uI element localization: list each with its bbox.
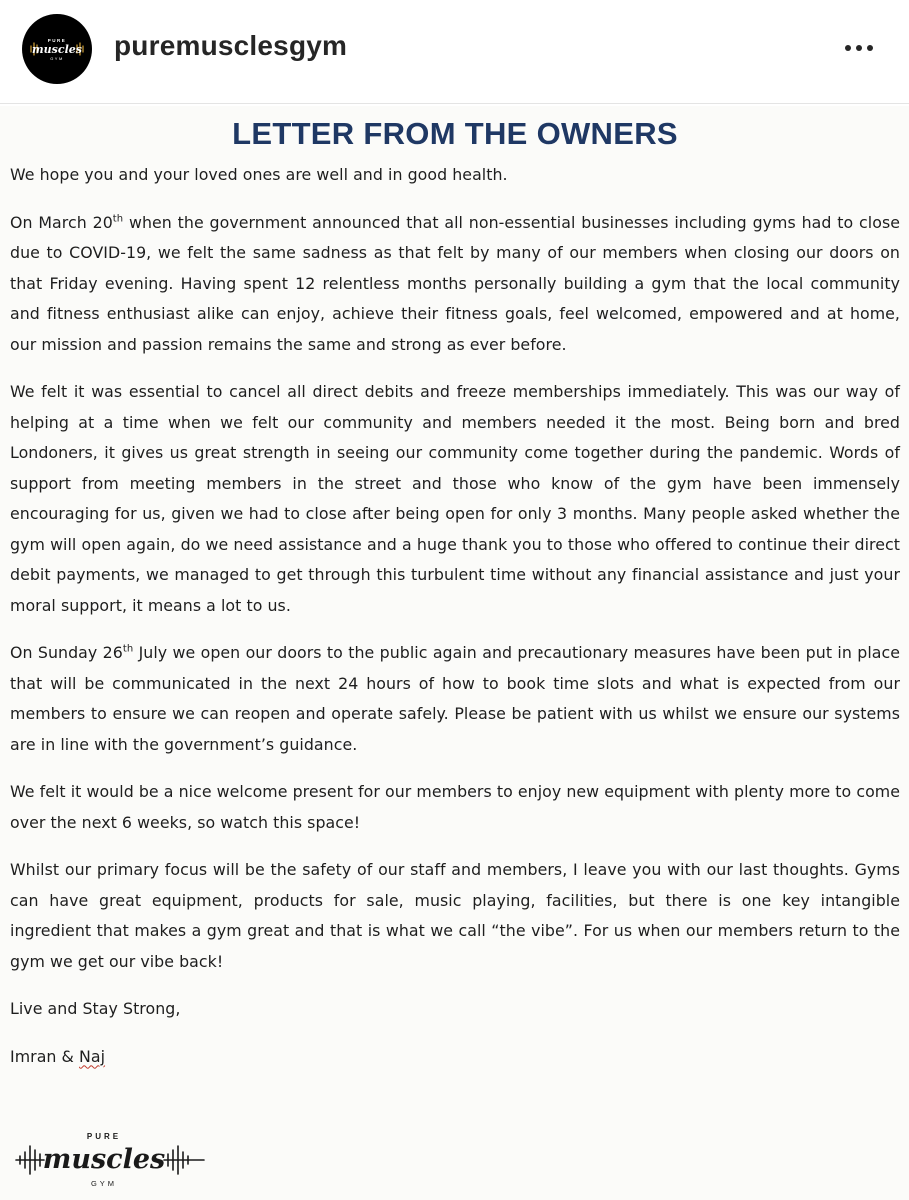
more-horizontal-icon-dot — [867, 45, 873, 51]
paragraph-equipment-text: We felt it would be a nice welcome present for our members to enjoy new equipment with plenty more to come over the next 6 weeks, so watch this space! — [10, 782, 900, 832]
paragraph-reopening-text-start: On Sunday 26 — [10, 643, 123, 662]
svg-text:GYM: GYM — [50, 56, 64, 61]
more-options-button[interactable] — [839, 30, 879, 66]
profile-username[interactable]: puremusclesgym — [114, 30, 348, 61]
more-horizontal-icon-dot — [856, 45, 862, 51]
pure-muscles-gym-logo — [14, 1122, 214, 1194]
paragraph-greeting-text: We hope you and your loved ones are well and in good health. — [10, 165, 508, 184]
signature-names — [10, 1042, 900, 1073]
post-image-letter — [0, 106, 909, 1200]
signature-name-second: Naj — [79, 1046, 106, 1066]
svg-text:PURE: PURE — [47, 38, 67, 43]
logo-word-pure: PURE — [86, 1132, 122, 1141]
paragraph-support-text: We felt it was essential to cancel all direct debits and freeze memberships immediately. This was our way of helping at a time when we felt our community and members needed it the most. Being born and bred Londoners, it gives us great strength in seeing our community come together during the pandemic. Words of support from meeting members in the street and those who know of the gym have been immensely encouraging for us, given we had to close after being open for only 3 months. Many people asked whether the gym will open again, do we need assistance and a huge thank you to those who offered to continue their direct debit payments, we managed to get through this turbulent time without any financial assistance and just your moral support, it means a lot to us. — [10, 382, 900, 615]
letter-title: LETTER FROM THE OWNERS — [232, 116, 678, 151]
signature-names-wrapper — [10, 1042, 105, 1073]
paragraph-support — [10, 377, 900, 621]
paragraph-greeting — [10, 160, 900, 191]
pure-muscles-logo-icon — [22, 14, 92, 84]
paragraph-closure-text-rest: when the government announced that all non-essential businesses including gyms had to close due to COVID-19, we felt the same sadness as that felt by many of our members when closing our doors on that Friday evening. Having spent 12 relentless months personally building a gym that the local community and fitness enthusiast alike can enjoy, achieve their fitness goals, feel welcomed, empowered and at home, our mission and passion remains the same and strong as ever before. — [10, 212, 900, 354]
paragraph-closure-text-start: On March 20 — [10, 212, 113, 232]
more-horizontal-icon — [845, 45, 851, 51]
ordinal-suffix: th — [112, 213, 124, 225]
profile-avatar[interactable] — [22, 14, 92, 84]
paragraph-vibe-text: Whilst our primary focus will be the safety of our staff and members, I leave you with our last thoughts. Gyms can have great equipment, products for sale, music playing, facilities, but there is one key intangible ingredient that makes a gym great and that is what we call “the vibe”. For us when our members return to the gym we get our vibe back! — [10, 860, 900, 971]
svg-text:muscles: muscles — [32, 43, 82, 56]
paragraph-reopening — [10, 638, 900, 760]
paragraph-reopening-text-rest: July we open our doors to the public again and precautionary measures have been put in place that will be communicated in the next 24 hours of how to book time slots and what is expected from our members to ensure we can reopen and operate safely. Please be patient with us whilst we ensure our systems are in line with the government’s guidance. — [10, 643, 901, 754]
logo-word-gym: GYM — [90, 1179, 118, 1188]
paragraph-equipment — [10, 777, 900, 838]
logo-word-muscles: muscles — [42, 1144, 166, 1175]
paragraph-vibe — [10, 855, 900, 977]
post-header — [0, 0, 909, 104]
paragraph-closure — [10, 208, 900, 361]
closing-line — [10, 994, 900, 1025]
closing-line-text: Live and Stay Strong, — [10, 999, 181, 1018]
signature-name-first: Imran & — [10, 1046, 79, 1066]
ordinal-suffix: th — [122, 643, 134, 655]
